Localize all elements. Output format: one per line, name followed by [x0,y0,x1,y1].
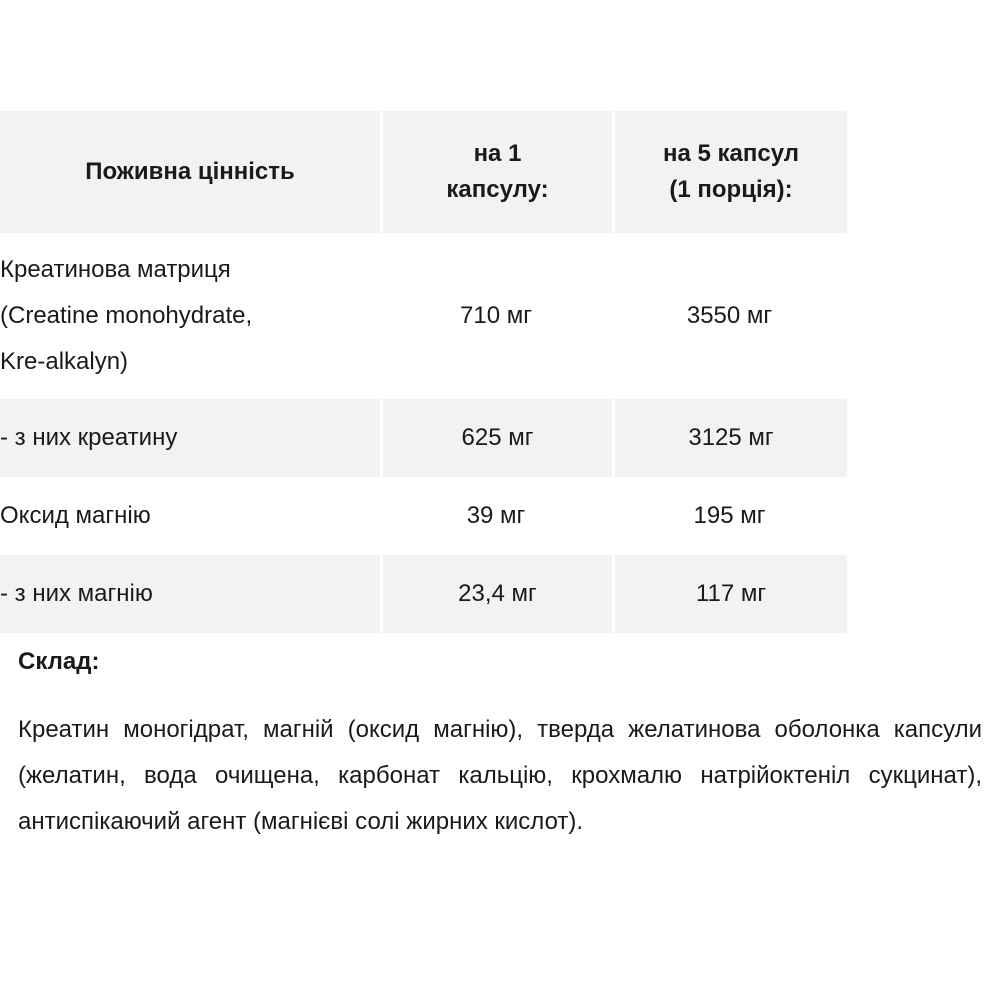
nutrient-name [0,477,380,555]
value-per-one: 39 мг [466,502,526,529]
value-per-five: 195 мг [693,502,766,529]
header-nutrient: Поживна цінність [0,111,380,233]
nutrient-name-line: - з них креатину [0,424,178,451]
nutrient-name [0,233,380,399]
table-row [0,233,847,399]
value-per-one: 23,4 мг [380,555,612,633]
header-per-five-capsules [612,111,847,233]
composition-text: Креатин моногідрат, магній (оксид магнію), тверда желатинова оболонка капсули (желатин, вода очищена, карбонат кальцію, крохмалю натрійоктеніл сукцинат), антиспікаючий агент (магнієві солі жирних кислот). [18,716,982,835]
nutrient-name-line: Креатинова матриця [0,256,231,283]
value-per-five: 117 мг [612,555,847,633]
header-per-five-line1: на 5 капсул [662,140,799,167]
header-per-one-line2: капсулу: [446,176,549,203]
header-per-one-capsule [380,111,612,233]
header-per-five-line2: (1 порція): [669,176,793,203]
nutrient-name [0,399,380,477]
nutrient-name-line: Kre-alkalyn) [0,348,129,375]
nutrient-name-line: (Creatine monohydrate, [0,302,253,329]
nutrition-header-row [0,111,847,233]
nutrition-table [0,111,847,633]
nutrient-name-line: - з них магнію [0,580,153,607]
value-per-five: 3125 мг [612,399,847,477]
header-per-one-line1: на 1 [473,140,522,167]
table-row [0,399,847,477]
value-per-five: 3550 мг [686,302,773,329]
table-row [0,555,847,633]
nutrient-name [0,555,380,633]
table-row [0,477,847,555]
composition-heading: Склад: [18,648,100,675]
value-per-one: 710 мг [460,302,532,329]
nutrient-name-line: Оксид магнію [0,502,151,529]
value-per-one: 625 мг [380,399,612,477]
